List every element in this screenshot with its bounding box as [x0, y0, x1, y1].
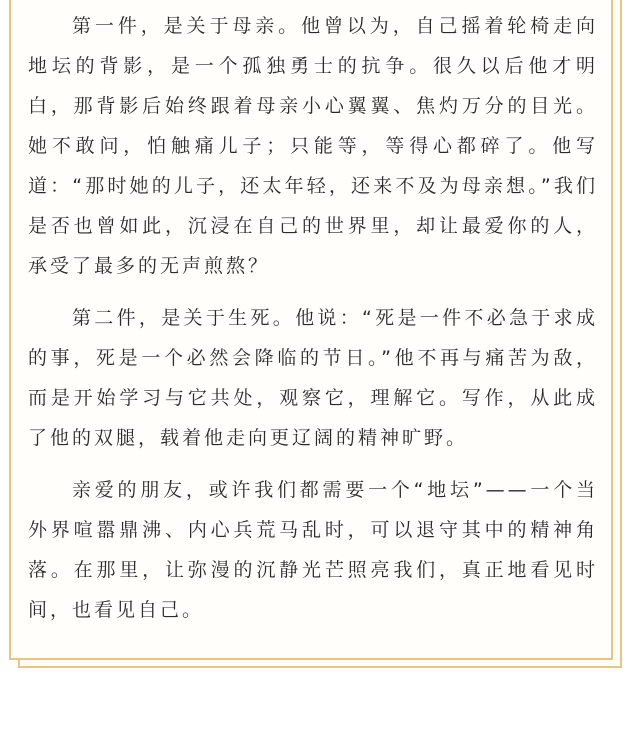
paragraph-life-death: 第二件，是关于生死。他说：“死是一件不必急于求成的事，死是一个必然会降临的节日。”他不再与痛苦为敌，而是开始学习与它共处，观察它，理解它。写作，从此成了他的双腿，载着他走向更辽阔的精神旷野。: [28, 307, 598, 449]
paragraph-mother: 第一件，是关于母亲。他曾以为，自己摇着轮椅走向地坛的背影，是一个孤独勇士的抗争。很久以后他才明白，那背影后始终跟着母亲小心翼翼、焦灼万分的目光。她不敢问，怕触痛儿子；只能等，等得心都碎了。他写道：“那时她的儿子，还太年轻，还来不及为母亲想。”我们是否也曾如此，沉浸在自己的世界里，却让最爱你的人，承受了最多的无声煎熬？: [28, 15, 598, 277]
paragraph-ditan: 亲爱的朋友，或许我们都需要一个“地坛”——一个当外界喧嚣鼎沸、内心兵荒马乱时，可以退守其中的精神角落。在那里，让弥漫的沉静光芒照亮我们，真正地看见时间，也看见自己。: [28, 479, 598, 621]
article-body: [28, 6, 598, 642]
